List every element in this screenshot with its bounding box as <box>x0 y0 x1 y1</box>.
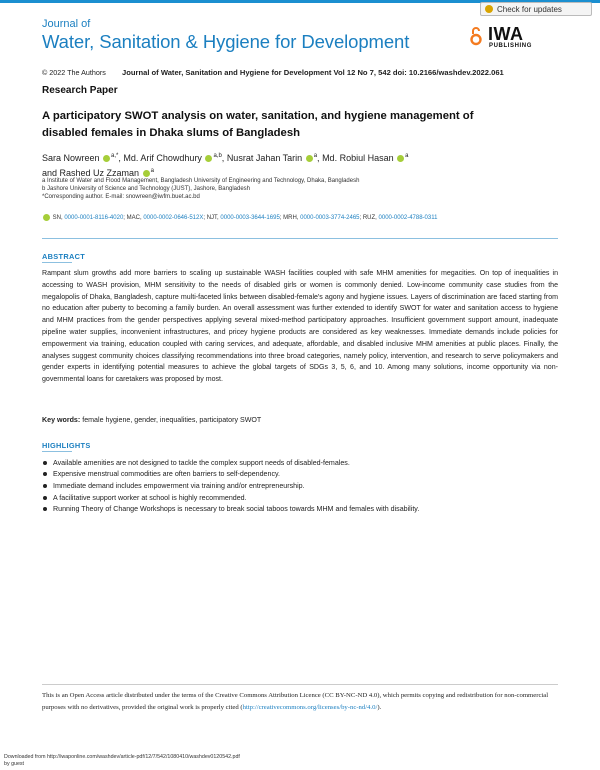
update-badge-icon <box>485 5 493 13</box>
license-notice <box>42 690 558 713</box>
author-name: Md. Robiul Hasan <box>322 153 394 163</box>
highlights-heading: HIGHLIGHTS <box>42 441 91 450</box>
author-name: Md. Arif Chowdhury <box>123 153 202 163</box>
citation: Journal of Water, Sanitation and Hygiene for Development Vol 12 No 7, 542 doi: 10.2166/washdev.2022.061 <box>122 68 504 77</box>
author-affiliation-mark: a,b <box>213 153 222 159</box>
orcid-link[interactable]: 0000-0003-3644-1695 <box>220 215 280 222</box>
orcid-link[interactable]: 0000-0002-0646-512X <box>143 215 204 222</box>
orcid-icon[interactable] <box>397 155 404 162</box>
author-name: Nusrat Jahan Tarin <box>226 153 303 163</box>
license-text: This is an Open Access article distributed under the terms of the Creative Commons Attribution Licence (CC BY-NC-ND 4.0), which permits copying and redistribution for non-commercial purposes with no derivatives, provided the original work is properly cited ( <box>42 692 549 711</box>
corresponding-author: *Corresponding author. E-mail: snowreen@iwfm.buet.ac.bd <box>42 194 200 201</box>
keywords-label: Key words: <box>42 416 81 424</box>
bullet-icon <box>43 472 47 476</box>
check-for-updates-label: Check for updates <box>497 4 562 14</box>
orcid-label: SN, <box>52 215 65 222</box>
license-end: ). <box>377 703 382 711</box>
author-separator: , <box>118 153 124 163</box>
download-user: by guest <box>4 761 25 767</box>
author-affiliation-mark: a <box>405 153 409 159</box>
keywords <box>42 416 558 424</box>
citation-line <box>42 68 562 77</box>
highlight-item <box>42 469 558 481</box>
orcid-link[interactable]: 0000-0003-3774-2465 <box>300 215 360 222</box>
author-affiliation-mark: a,* <box>111 153 119 159</box>
author-list <box>42 150 562 180</box>
footer-divider <box>42 684 558 685</box>
publisher-logo-main: IWA <box>488 24 524 44</box>
orcid-label: ; RUZ, <box>359 215 379 222</box>
article-type: Research Paper <box>42 85 118 96</box>
publisher-logo-sub: PUBLISHING <box>489 43 533 49</box>
heading-underline <box>42 262 72 263</box>
author-name: Sara Nowreen <box>42 153 100 163</box>
highlight-text: A facilitative support worker at school is highly recommended. <box>53 493 247 502</box>
orcid-list <box>42 214 562 221</box>
highlight-item <box>42 457 558 469</box>
highlight-text: Immediate demand includes empowerment via training and/or entrepreneurship. <box>53 481 305 490</box>
highlight-item <box>42 503 558 515</box>
orcid-label: ; MAC, <box>123 215 144 222</box>
highlight-text: Running Theory of Change Workshops is necessary to break social taboos towards MHM and females with disability. <box>53 505 420 514</box>
publisher-logo <box>470 20 540 54</box>
heading-underline <box>42 451 72 452</box>
article-title: A participatory SWOT analysis on water, sanitation, and hygiene management of disabled females in Dhaka slums of Bangladesh <box>42 110 474 139</box>
copyright: © 2022 The Authors <box>42 68 106 77</box>
author-separator: , <box>317 153 323 163</box>
orcid-icon <box>43 214 50 221</box>
license-link[interactable]: http://creativecommons.org/licenses/by-nc-nd/4.0/ <box>242 703 378 711</box>
bullet-icon <box>43 507 47 511</box>
bullet-icon <box>43 496 47 500</box>
author-separator: , <box>221 153 227 163</box>
bullet-icon <box>43 461 47 465</box>
affiliation: b Jashore University of Science and Technology (JUST), Jashore, Bangladesh <box>42 186 250 193</box>
orcid-label: ; MRH, <box>279 215 301 222</box>
orcid-link[interactable]: 0000-0001-8116-4020 <box>64 215 124 222</box>
affiliation: a Institute of Water and Flood Management, Bangladesh University of Engineering and Technology, Dhaka, Bangladesh <box>42 178 360 184</box>
abstract-heading: ABSTRACT <box>42 252 86 261</box>
author-name: Rashed Uz Zzaman <box>59 168 140 178</box>
author-affiliation-mark: a <box>150 168 154 174</box>
open-access-icon <box>470 26 482 46</box>
journal-name: Water, Sanitation & Hygiene for Development <box>42 31 410 52</box>
keywords-text: female hygiene, gender, inequalities, participatory SWOT <box>82 416 262 424</box>
abstract-text: Rampant slum growths add more barriers to scaling up sustainable WASH facilities coupled with safe MHM amenities for megacities. On top of inequalities in accessing to WASH provision, MHM sensitivity to the needs of disabled girls or women is commonly denied. Low-income community case studies from the megalopolis of Dhaka, Bangladesh, capture multi-faceted links between disabled-female's agony and hygiene issues. Layers of discrimination are faced starting from no education after puberty to becoming a family burden. An overall assessment was further extended to identify SWOT for water and sanitation access to hygiene and MHM practices from the gender perspectives applying several mixed-method participatory approaches. Insufficient government support amount, inadequate pipeline water supplies, inconvenient infrastructures, and pricey hygiene products are considered as key weaknesses. Immediate demands include policies for empowerment via training, education coupled with caring services, and adequate, affordable, and disabled inclusive MHM amenities at public places. Finally, the analyses suggest community choices classifying recommendations into three broad categories, namely policy, intervention, and research to serve policymakers and gender experts in identifying potential measures to achieve the global targets of SDGs 3, 5, 6, and 10. Among many solutions, income opportunity via non-governmental loans for caretakers was proposed by most. <box>42 270 558 384</box>
author-affiliation-mark: a <box>313 153 318 159</box>
highlight-item <box>42 480 558 492</box>
download-notice <box>4 754 240 768</box>
highlight-item <box>42 492 558 504</box>
author-and: and <box>42 168 60 178</box>
highlight-text: Available amenities are not designed to tackle the complex support needs of disabled-females. <box>53 458 350 467</box>
journal-name-small: Journal of <box>42 18 91 30</box>
orcid-icon[interactable] <box>205 155 212 162</box>
orcid-icon[interactable] <box>306 155 313 162</box>
bullet-icon <box>43 484 47 488</box>
orcid-link[interactable]: 0000-0002-4788-0311 <box>378 215 438 222</box>
download-source: Downloaded from http://iwaponline.com/washdev/article-pdf/12/7/542/1080410/washdev0120542.pdf <box>4 754 240 760</box>
highlight-text: Expensive menstrual commodities are often barriers to self-dependency. <box>53 470 280 479</box>
section-divider <box>42 238 558 239</box>
check-for-updates-button[interactable] <box>480 2 592 16</box>
orcid-icon[interactable] <box>103 155 110 162</box>
orcid-label: ; NJT, <box>203 215 221 222</box>
highlights-list <box>42 457 558 515</box>
affiliations <box>42 177 562 202</box>
